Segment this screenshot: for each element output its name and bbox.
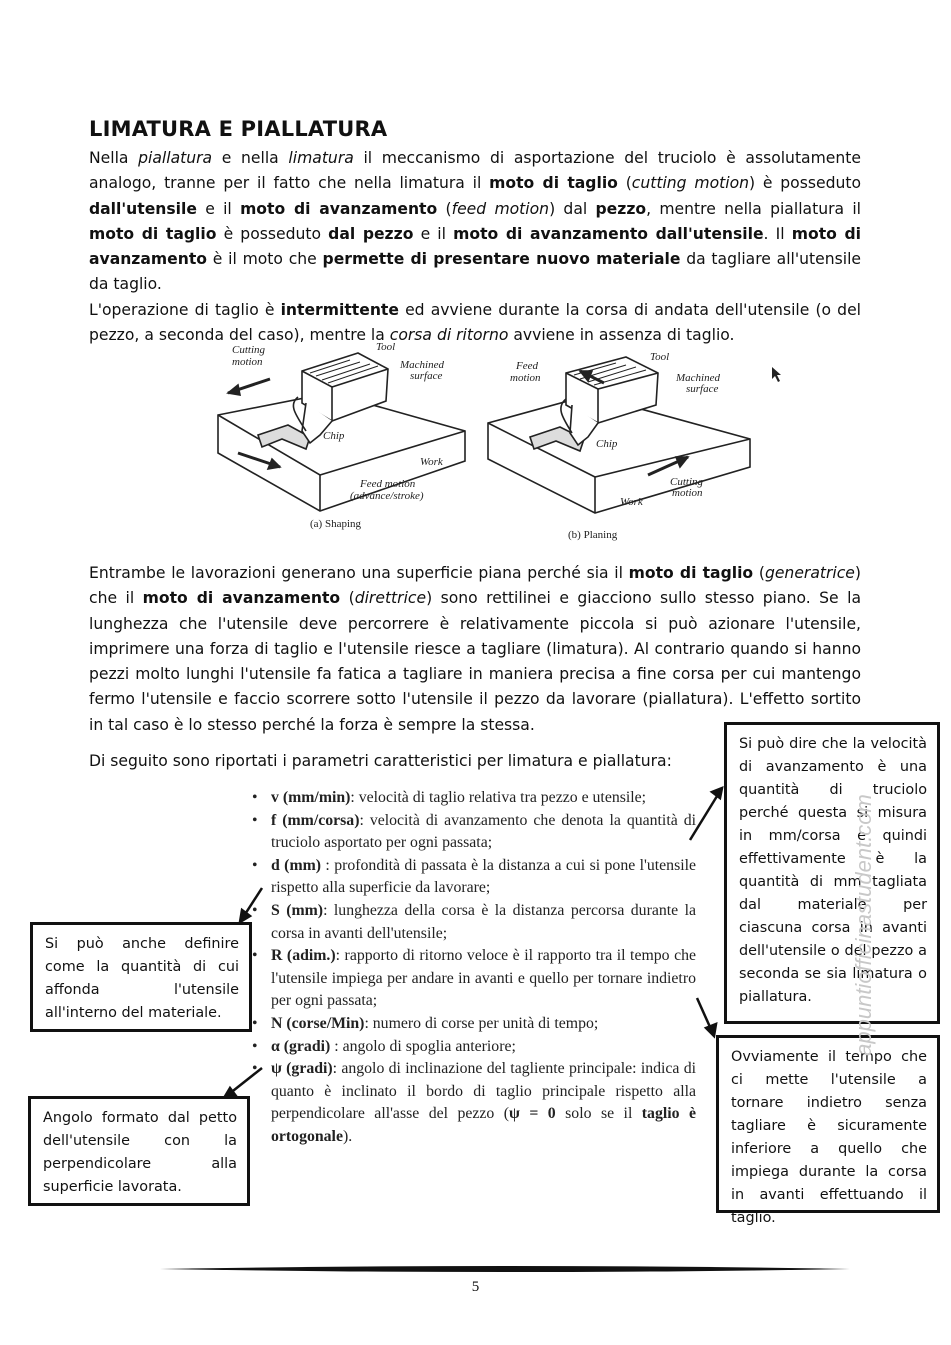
param-item: • ψ (gradi): angolo di inclinazione del tagliente principale: indica di quanto è inclinato il bordo di taglio principale rispetto alla perpendicolare all'asse del pezzo (ψ = 0 solo se il taglio è ortogonale). (252, 1060, 696, 1145)
watermark (851, 675, 884, 1175)
note-velocita: Si può dire che la velocità di avanzamento è una quantità di truciolo perché questa si misura in mm/corsa e quindi effettivamente è la quantità di mm tagliata dal materiale per ciascuna corsa in avanti dell'utensile o del pezzo a seconda se sia limatura o piallatura. (724, 722, 940, 1024)
label-cutting-motion-left: Cutting (232, 344, 266, 356)
label-work-right: Work (620, 496, 643, 508)
note-tempo: Ovviamente il tempo che ci mette l'utensile a tornare indietro senza tagliare è sicuramente inferiore a quello che impiega durante la corsa in avanti effettuando il taglio. (716, 1035, 940, 1213)
label-feed-right-2: motion (510, 372, 541, 384)
caption-planing: (b) Planing (568, 529, 618, 541)
label-work-left: Work (420, 456, 443, 468)
note-profondita: Si può anche definire come la quantità di cui affonda l'utensile all'interno del materiale. (30, 922, 252, 1032)
intro-paragraph: Nella piallatura e nella limatura il meccanismo di asportazione del truciolo è assolutamente analogo, tranne per il fatto che nella limatura il moto di taglio (cutting motion) è posseduto dall'utensile e il moto di avanzamento (feed motion) dal pezzo, mentre nella piallatura il moto di taglio è posseduto dal pezzo e il moto di avanzamento dall'utensile. Il moto di avanzamento è il moto che permette di presentare nuovo materiale da tagliare all'utensile da taglio. L'operazione di taglio è intermittente ed avviene durante la corsa di andata dell'utensile (o del pezzo, a seconda del caso), mentre la corsa di ritorno avviene in assenza di taglio. (89, 149, 862, 345)
label-tool-left: Tool (376, 341, 396, 353)
footer-divider (160, 1266, 850, 1272)
label-chip-left: Chip (323, 430, 345, 442)
label-tool-right: Tool (650, 351, 670, 363)
caption-shaping: (a) Shaping (310, 518, 362, 530)
watermark-text: appuntiofficinastudent.com (851, 794, 876, 1056)
note-angolo: Angolo formato dal petto dell'utensile con la perpendicolare alla superficie lavorata. (28, 1096, 250, 1206)
page-number: 5 (471, 1279, 480, 1295)
param-item: • f (mm/corsa): velocità di avanzamento che denota la quantità di truciolo asportato per ogni passata; (252, 811, 696, 852)
page-title: LIMATURA E PIALLATURA (89, 117, 388, 141)
param-item: • S (mm): lunghezza della corsa è la distanza percorsa durante la corsa in avanti dell'utensile; (252, 901, 696, 942)
label-chip-right: Chip (596, 438, 618, 450)
label-feed-left-2: (advance/stroke) (350, 490, 424, 502)
label-surface-left: surface (410, 370, 443, 382)
label-cutting-motion-right-2: motion (672, 487, 703, 499)
param-item: • R (adim.): rapporto di ritorno veloce è il rapporto tra il tempo che l'utensile impiega per andare in avanti e quello per tornare indietro per ogni passata; (252, 947, 696, 1010)
param-item: • N (corse/Min): numero di corse per unità di tempo; (252, 1014, 599, 1032)
param-item: • α (gradi) : angolo di spoglia anteriore; (252, 1037, 516, 1055)
param-item: • d (mm) : profondità di passata è la distanza a cui si pone l'utensile rispetto alla superficie da lavorare; (252, 856, 697, 897)
label-machined-left: Machined (400, 359, 444, 371)
parameters-intro: Di seguito sono riportati i parametri caratteristici per limatura e piallatura: (89, 752, 672, 770)
label-cutting-motion-left-2: motion (232, 356, 263, 368)
param-item: • v (mm/min): velocità di taglio relativa tra pezzo e utensile; (252, 789, 647, 806)
label-cutting-motion-right: Cutting (670, 476, 704, 488)
second-paragraph: Entrambe le lavorazioni generano una superficie piana perché sia il moto di taglio (generatrice) che il moto di avanzamento (direttrice) sono rettilinei e giacciono sullo stesso piano. Se la lunghezza che l'utensile deve percorrere è relativamente piccola si può azionare l'utensile, imprimere una forza di taglio e l'utensile riesce a tagliare (limatura). Al contrario quando si hanno pezzi molto lunghi l'utensile fa fatica a tagliare in maniera precisa a fine corsa per cui mantengo fermo l'utensile e faccio scorrere sotto l'utensile il pezzo da lavorare (piallatura). L'effetto sortito in tal caso è lo stesso perché la forza è sempre la stessa. (89, 564, 862, 734)
label-feed-right: Feed (516, 360, 538, 372)
label-feed-left: Feed motion (360, 478, 416, 490)
label-surface-right: surface (686, 383, 719, 395)
label-machined-right: Machined (676, 372, 720, 384)
